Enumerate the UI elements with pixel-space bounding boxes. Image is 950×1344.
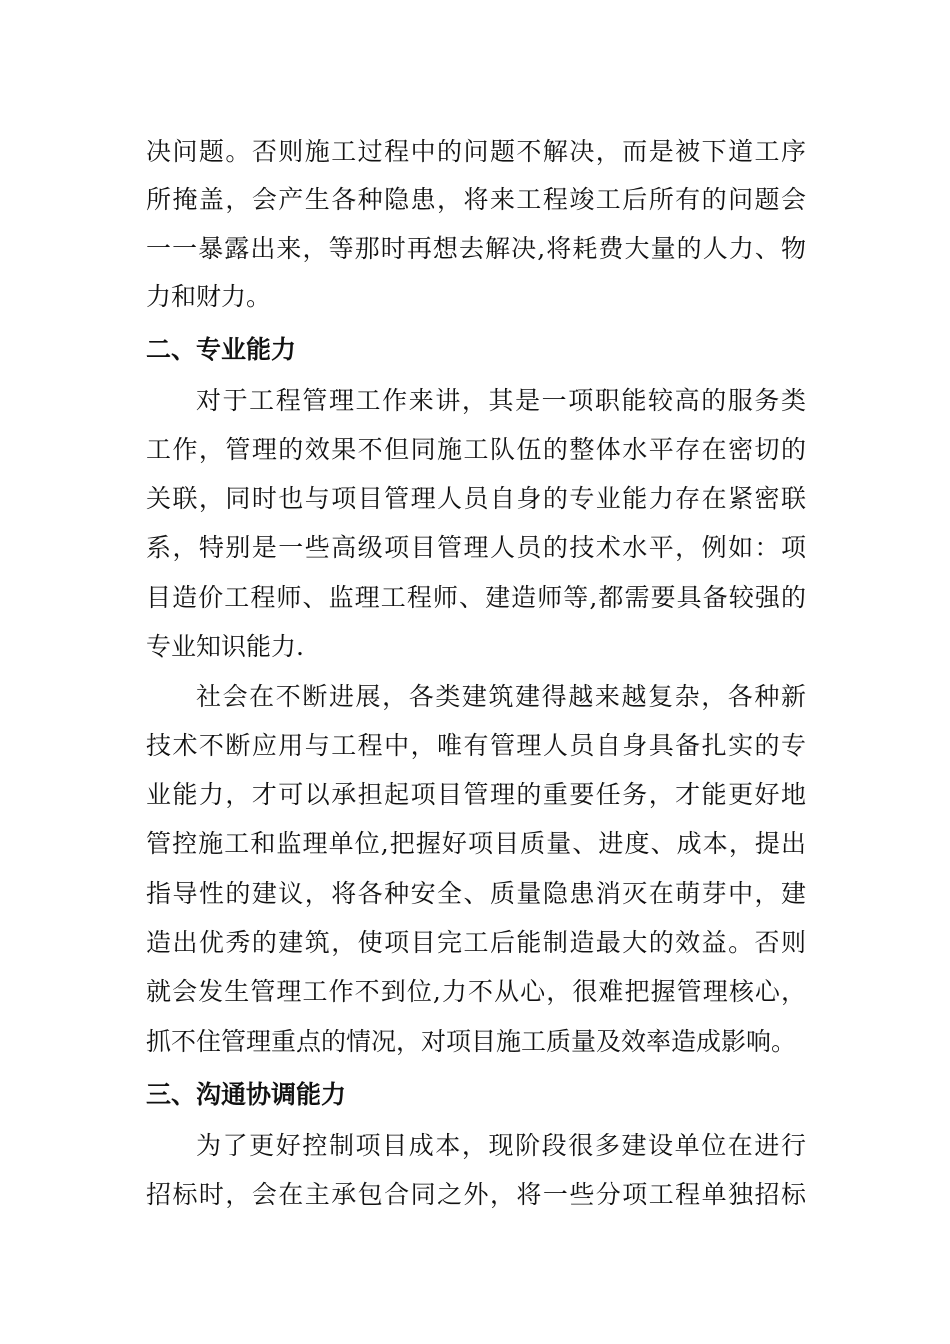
text-line: 为了更好控制项目成本，现阶段很多建设单位在进行 [196, 1131, 806, 1160]
text-line: 对于工程管理工作来讲，其是一项职能较高的服务类 [196, 386, 806, 415]
text-line: 造出优秀的建筑，使项目完工后能制造最大的效益。否则 [146, 928, 806, 957]
text-line: 所掩盖，会产生各种隐患，将来工程竣工后所有的问题会 [146, 185, 806, 214]
text-line: 力和财力。 [146, 282, 272, 311]
text-line: 工作，管理的效果不但同施工队伍的整体水平存在密切的 [146, 435, 806, 464]
text-line: 系，特别是一些高级项目管理人员的技术水平，例如：项 [146, 533, 806, 562]
text-line: 业能力，才可以承担起项目管理的重要任务，才能更好地 [146, 780, 806, 809]
text-line: 招标时，会在主承包合同之外，将一些分项工程单独招标 [146, 1180, 806, 1209]
text-line: 抓不住管理重点的情况，对项目施工质量及效率造成影响。 [146, 1027, 797, 1056]
text-line: 关联，同时也与项目管理人员自身的专业能力存在紧密联 [146, 484, 806, 513]
section-heading: 三、沟通协调能力 [146, 1080, 347, 1109]
text-line: 目造价工程师、监理工程师、建造师等,都需要具备较强的 [146, 583, 806, 612]
text-line: 决问题。否则施工过程中的问题不解决，而是被下道工序 [146, 137, 806, 166]
text-line: 社会在不断进展，各类建筑建得越来越复杂，各种新 [196, 682, 806, 711]
text-line: 专业知识能力. [146, 632, 304, 661]
text-line: 一一暴露出来，等那时再想去解决,将耗费大量的人力、物 [146, 234, 806, 263]
text-line: 技术不断应用与工程中，唯有管理人员自身具备扎实的专 [146, 731, 806, 760]
text-line: 指导性的建议，将各种安全、质量隐患消灭在萌芽中，建 [146, 879, 806, 908]
text-line: 管控施工和监理单位,把握好项目质量、进度、成本，提出 [146, 829, 806, 858]
text-line: 就会发生管理工作不到位,力不从心，很难把握管理核心， [146, 977, 806, 1006]
section-heading: 二、专业能力 [146, 335, 297, 364]
